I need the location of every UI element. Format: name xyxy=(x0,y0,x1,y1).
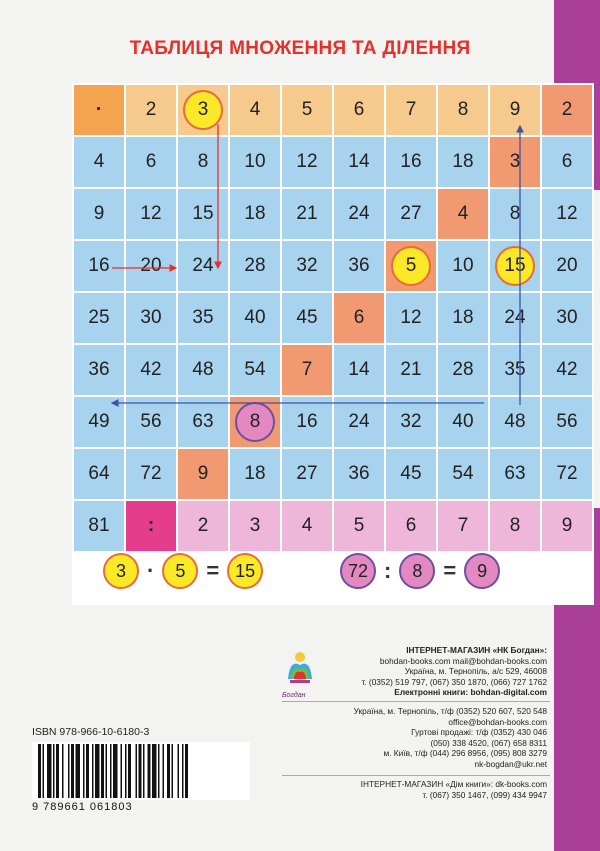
product-cell: 20 xyxy=(126,241,176,291)
product-cell: 24 xyxy=(178,241,228,291)
multiply-sign-cell: · xyxy=(74,85,124,135)
product-cell: 14 xyxy=(334,137,384,187)
product-cell: 30 xyxy=(126,293,176,343)
product-cell: 63 xyxy=(178,397,228,447)
example-div-sign: : xyxy=(384,558,392,583)
highlight-circle: 15 xyxy=(495,246,535,286)
product-cell: 4 xyxy=(74,137,124,187)
product-cell: 10 xyxy=(230,137,280,187)
contacts-kyiv: м. Київ, т/ф (044) 296 8956, (095) 808 3279 xyxy=(383,748,547,758)
bottom-header-cell: 2 xyxy=(178,501,228,551)
contacts-kyiv-email: nk-bogdan@ukr.net xyxy=(474,758,547,769)
product-cell: 14 xyxy=(334,345,384,395)
left-header-cell: 7 xyxy=(282,345,332,395)
product-cell: 25 xyxy=(74,293,124,343)
product-cell: 8 xyxy=(490,189,540,239)
contacts-email: office@bohdan-books.com xyxy=(448,716,547,727)
bottom-header-cell: 7 xyxy=(438,501,488,551)
example-mul-equals: = xyxy=(206,558,220,583)
product-cell: 40 xyxy=(438,397,488,447)
publisher-logo-text: Богдан xyxy=(282,692,306,699)
product-cell: 64 xyxy=(74,449,124,499)
bottom-header-cell: 4 xyxy=(282,501,332,551)
product-cell: 49 xyxy=(74,397,124,447)
left-header-cell: 2 xyxy=(542,85,592,135)
product-cell: 36 xyxy=(334,241,384,291)
left-header-cell: 9 xyxy=(178,449,228,499)
product-cell: 36 xyxy=(334,449,384,499)
product-cell: 8 xyxy=(178,137,228,187)
product-cell: 24 xyxy=(490,293,540,343)
top-header-cell: 7 xyxy=(386,85,436,135)
product-cell: 48 xyxy=(178,345,228,395)
bottom-header-cell: 9 xyxy=(542,501,592,551)
shop1-sites: bohdan-books.com mail@bohdan-books.com xyxy=(379,655,547,666)
example-divisor: 8 xyxy=(399,553,435,589)
contacts-mobiles: (050) 338 4520, (067) 658 8311 xyxy=(430,737,547,748)
product-cell: 54 xyxy=(438,449,488,499)
product-cell: 12 xyxy=(386,293,436,343)
product-cell xyxy=(490,241,540,291)
divider-2 xyxy=(282,775,550,776)
product-cell: 42 xyxy=(126,345,176,395)
bottom-header-cell: 8 xyxy=(490,501,540,551)
divider-1 xyxy=(282,701,550,702)
product-cell: 72 xyxy=(542,449,592,499)
highlight-circle: 5 xyxy=(391,246,431,286)
contacts-wholesale: Гуртові продажі: т/ф (0352) 430 046 xyxy=(411,727,547,737)
product-cell: 20 xyxy=(542,241,592,291)
bottom-header-cell: 5 xyxy=(334,501,384,551)
isbn: ISBN 978-966-10-6180-3 xyxy=(32,726,150,738)
product-cell: 15 xyxy=(178,189,228,239)
product-cell: 35 xyxy=(490,345,540,395)
left-header-cell: 6 xyxy=(334,293,384,343)
product-cell: 6 xyxy=(126,137,176,187)
multiplication-table xyxy=(72,83,594,605)
example-factor-b: 5 xyxy=(162,553,198,589)
shop1-title: ІНТЕРНЕТ-МАГАЗИН «НК Богдан»: xyxy=(406,645,547,655)
division-example xyxy=(340,553,500,589)
top-header-cell: 2 xyxy=(126,85,176,135)
product-cell: 10 xyxy=(438,241,488,291)
product-cell: 9 xyxy=(74,189,124,239)
shop2-info xyxy=(361,779,547,800)
divide-sign-cell: : xyxy=(126,501,176,551)
multiplication-example xyxy=(103,553,263,589)
product-cell: 42 xyxy=(542,345,592,395)
contacts-info xyxy=(354,706,547,769)
product-cell: 48 xyxy=(490,397,540,447)
top-header-cell: 6 xyxy=(334,85,384,135)
shop1-info xyxy=(361,645,547,698)
shop1-phones: т. (0352) 519 797, (067) 350 1870, (066) 727 1762 xyxy=(361,676,547,687)
product-cell: 6 xyxy=(542,137,592,187)
product-cell: 35 xyxy=(178,293,228,343)
product-cell: 63 xyxy=(490,449,540,499)
example-mul-sign: · xyxy=(147,558,155,583)
product-cell: 36 xyxy=(74,345,124,395)
shop1-address: Україна, м. Тернопіль, а/с 529, 46008 xyxy=(404,666,547,676)
product-cell: 28 xyxy=(438,345,488,395)
product-cell: 40 xyxy=(230,293,280,343)
barcode-icon xyxy=(32,742,250,800)
product-cell: 45 xyxy=(386,449,436,499)
product-cell: 45 xyxy=(282,293,332,343)
barcode-number: 9 789661 061803 xyxy=(32,801,133,813)
product-cell: 32 xyxy=(282,241,332,291)
example-div-equals: = xyxy=(443,558,457,583)
shop1-ebooks: Електронні книги: bohdan-digital.com xyxy=(394,687,547,697)
bottom-header-cell: 6 xyxy=(386,501,436,551)
product-cell: 21 xyxy=(386,345,436,395)
top-header-cell xyxy=(178,85,228,135)
top-header-cell: 9 xyxy=(490,85,540,135)
bottom-header-cell: 3 xyxy=(230,501,280,551)
contacts-address: Україна, м. Тернопіль, т/ф (0352) 520 607, 520 548 xyxy=(353,706,547,716)
product-cell: 21 xyxy=(282,189,332,239)
product-cell: 27 xyxy=(386,189,436,239)
product-cell: 12 xyxy=(282,137,332,187)
product-cell: 56 xyxy=(126,397,176,447)
product-cell: 18 xyxy=(438,137,488,187)
product-cell: 32 xyxy=(386,397,436,447)
example-product: 15 xyxy=(227,553,263,589)
product-cell: 56 xyxy=(542,397,592,447)
product-cell: 28 xyxy=(230,241,280,291)
product-cell: 18 xyxy=(230,449,280,499)
top-header-cell: 5 xyxy=(282,85,332,135)
shop2-title: ІНТЕРНЕТ-МАГАЗИН «Дім книги»: dk-books.com xyxy=(360,779,547,789)
product-cell: 30 xyxy=(542,293,592,343)
product-cell: 16 xyxy=(74,241,124,291)
product-cell: 27 xyxy=(282,449,332,499)
product-cell: 18 xyxy=(230,189,280,239)
highlight-circle: 8 xyxy=(235,402,275,442)
product-cell: 12 xyxy=(126,189,176,239)
example-quotient: 9 xyxy=(464,553,500,589)
shop2-phones: т. (067) 350 1467, (099) 434 9947 xyxy=(422,789,547,800)
left-header-cell: 4 xyxy=(438,189,488,239)
example-dividend: 72 xyxy=(340,553,376,589)
highlight-circle: 3 xyxy=(183,90,223,130)
left-header-cell: 3 xyxy=(490,137,540,187)
publisher-logo-icon xyxy=(282,643,318,691)
page-title: ТАБЛИЦЯ МНОЖЕННЯ ТА ДІЛЕННЯ xyxy=(129,38,471,59)
product-cell: 16 xyxy=(386,137,436,187)
example-factor-a: 3 xyxy=(103,553,139,589)
product-cell: 54 xyxy=(230,345,280,395)
product-cell: 24 xyxy=(334,189,384,239)
product-cell: 12 xyxy=(542,189,592,239)
top-header-cell: 4 xyxy=(230,85,280,135)
left-header-cell xyxy=(386,241,436,291)
product-cell: 81 xyxy=(74,501,124,551)
product-cell: 18 xyxy=(438,293,488,343)
left-header-cell xyxy=(230,397,280,447)
top-header-cell: 8 xyxy=(438,85,488,135)
product-cell: 72 xyxy=(126,449,176,499)
product-cell: 24 xyxy=(334,397,384,447)
product-cell: 16 xyxy=(282,397,332,447)
